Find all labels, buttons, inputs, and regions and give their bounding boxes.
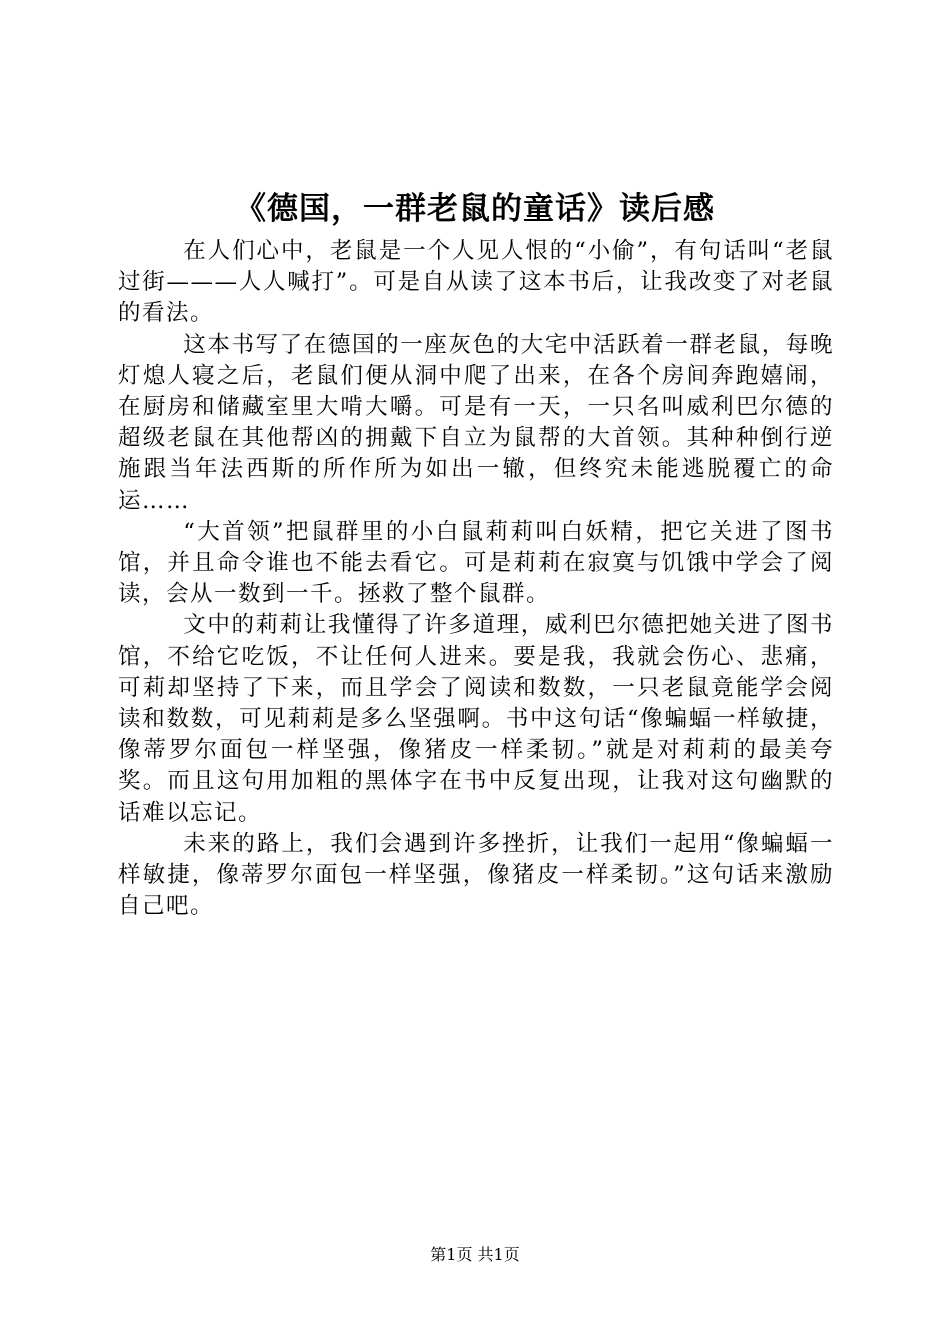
paragraph: 这本书写了在德国的一座灰色的大宅中活跃着一群老鼠，每晚灯熄人寝之后，老鼠们便从洞中爬了出来，在各个房间奔跑嬉闹，在厨房和储藏室里大啃大嚼。可是有一天，一只名叫威利巴尔德的超级老鼠在其他帮凶的拥戴下自立为鼠帮的大首领。其种种倒行逆施跟当年法西斯的所作所为如出一辙，但终究未能逃脱覆亡的命运…… [118, 331, 834, 514]
document-body [118, 236, 834, 922]
page-number-footer: 第1页 共1页 [430, 1245, 520, 1264]
paragraph: 在人们心中，老鼠是一个人见人恨的“小偷”，有句话叫“老鼠过街———人人喊打”。可是自从读了这本书后，让我改变了对老鼠的看法。 [118, 238, 834, 327]
paragraph: “大首领”把鼠群里的小白鼠莉莉叫白妖精，把它关进了图书馆，并且命令谁也不能去看它。可是莉莉在寂寞与饥饿中学会了阅读，会从一数到一千。拯救了整个鼠群。 [118, 518, 834, 608]
document-title: 《德国，一群老鼠的童话》读后感 [235, 191, 715, 227]
paragraph: 未来的路上，我们会遇到许多挫折，让我们一起用“像蝙蝠一样敏捷，像蒂罗尔面包一样坚强，像猪皮一样柔韧。”这句话来激励自己吧。 [118, 830, 834, 920]
paragraph: 文中的莉莉让我懂得了许多道理，威利巴尔德把她关进了图书馆，不给它吃饭，不让任何人进来。要是我，我就会伤心、悲痛，可莉却坚持了下来，而且学会了阅读和数数，一只老鼠竟能学会阅读和数数，可见莉莉是多么坚强啊。书中这句话“像蝙蝠一样敏捷，像蒂罗尔面包一样坚强，像猪皮一样柔韧。”就是对莉莉的最美夸奖。而且这句用加粗的黑体字在书中反复出现，让我对这句幽默的话难以忘记。 [118, 612, 834, 826]
